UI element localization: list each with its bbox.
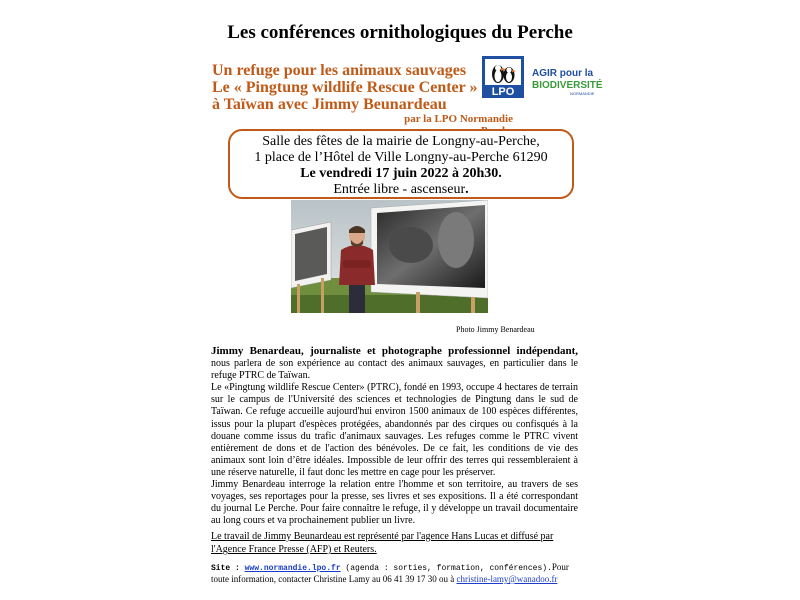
event-date: Le vendredi 17 juin 2022 à 20h30. [300, 166, 502, 181]
lpo-logo-text: LPO [491, 86, 515, 98]
agir-biodiversite-logo [530, 66, 620, 98]
site-link[interactable]: www.normandie.lpo.fr [244, 564, 341, 573]
entry-period: . [465, 182, 469, 197]
lpo-logo [482, 56, 524, 98]
body-paragraph-1 [211, 345, 578, 382]
subtitle-line-2: Le « Pingtung wildlife Rescue Center » [212, 79, 478, 96]
entry-text: Entrée libre - ascenseur [333, 182, 466, 197]
contact-text: Pour toute information, contacter Christine Lamy au 06 41 39 17 30 ou à [211, 562, 569, 584]
subtitle-line-3: à Taïwan avec Jimmy Beunardeau [212, 96, 447, 113]
venue-line-2: 1 place de l’Hôtel de Ville Longny-au-Perche 61290 [254, 150, 548, 165]
agir-line-3: NORMANDIE [570, 91, 595, 96]
photographer-photo [291, 200, 488, 313]
site-info [211, 562, 581, 585]
venue-line-1: Salle des fêtes de la mairie de Longny-au-Perche, [262, 134, 540, 149]
email-link[interactable]: christine-lamy@wanadoo.fr [456, 574, 558, 584]
talk-subtitle [212, 62, 502, 113]
subtitle-line-1: Un refuge pour les animaux sauvages [212, 62, 467, 79]
site-label: Site : [211, 564, 245, 573]
venue-box [228, 129, 574, 199]
lead-rest: nous parlera de son expérience au contact des animaux sauvages, en particulier dans le refuge PTRC de Taïwan. [211, 358, 578, 382]
body-paragraph-2: Le «Pingtung wildlife Rescue Center» (PTRC), fondé en 1993, occupe 4 hectares de terrain sur le campus de l'Université des sciences et technologies de Pingtung dans le sud de Taïwan. Ce refuge accueille aujourd'hui environ 1500 animaux de 100 espèces différentes, issus pour la plupart d'espèces protégées, abandonnés par des cirques ou confisqués à la douane comme issus du trafic d'animaux sauvages. Les refuges comme le PTRC vivent entièrement de dons et de l'action des bénévoles. De ce fait, les conditions de vie des animaux sont loin d’être idéales. Impossible de leur offrir des terres qui ressembleraient à une réserve naturelle, il faut donc les mettre en cage pour les préserver. [211, 382, 578, 478]
lead-bold: Jimmy Benardeau, journaliste et photographe professionnel indépendant, [211, 345, 578, 357]
body-text [211, 345, 578, 527]
agency-note: Le travail de Jimmy Beunardeau est représenté par l'agence Hans Lucas et diffusé par l'Agence France Presse (AFP) et Reuters. [211, 531, 554, 555]
agir-line-2: BIODIVERSITÉ [532, 80, 603, 91]
body-paragraph-3: Jimmy Benardeau interroge la relation entre l'homme et son territoire, au travers de ses voyages, ses reportages pour la presse, ses livres et ses expositions. Il a été correspondant du journal Le Perche. Pour faire connaître le refuge, il y développe un travail documentaire au long cours et va prochainement publier un livre. [211, 479, 578, 527]
entry-info [230, 182, 572, 198]
photo-credit: Photo Jimmy Benardeau [456, 325, 535, 334]
agir-line-1: AGIR pour la [532, 68, 594, 79]
site-desc: (agenda : sorties, formation, conférences). [340, 564, 552, 573]
page-title: Les conférences ornithologiques du Perche [227, 22, 573, 43]
byline: par la LPO Normandie [404, 113, 513, 125]
